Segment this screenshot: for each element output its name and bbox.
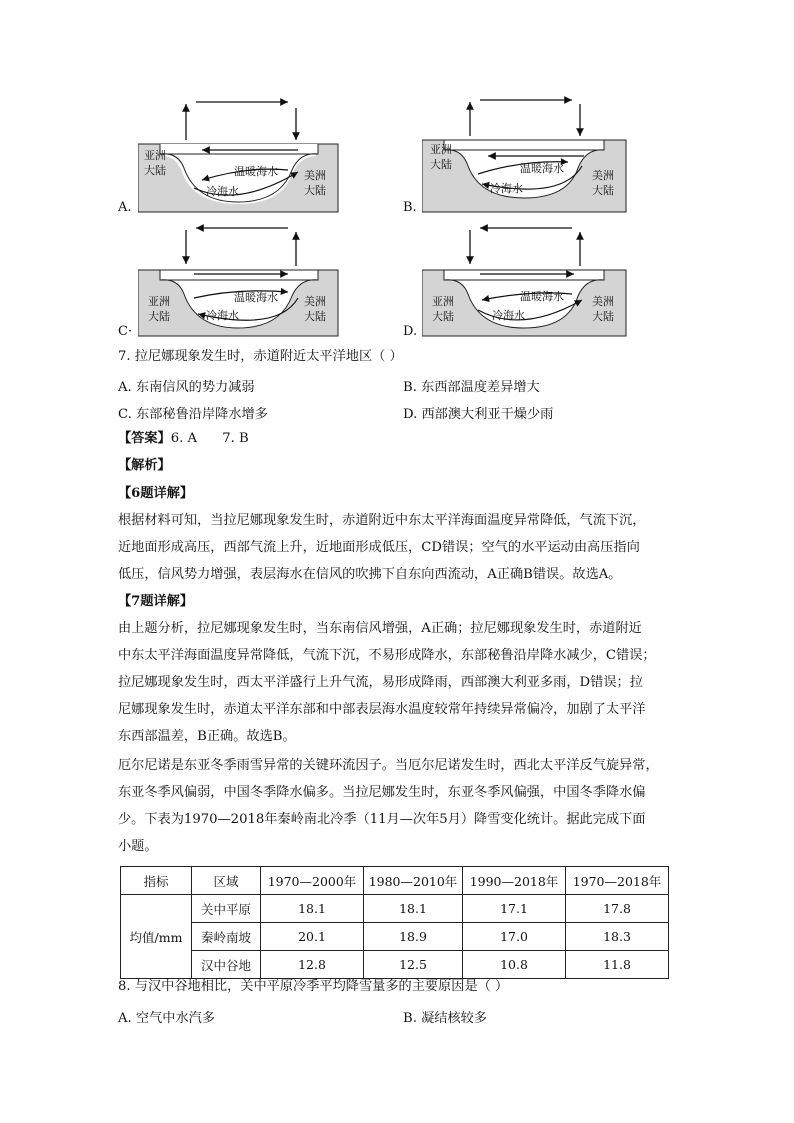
diagram-a-letter: A. bbox=[118, 200, 132, 215]
left-land-label: 亚洲 大陆 bbox=[430, 143, 452, 171]
value-cell: 17.0 bbox=[463, 923, 566, 951]
left-land-label: 亚洲 大陆 bbox=[148, 295, 170, 323]
q8-option-a: A. 空气中水汽多 bbox=[118, 1011, 216, 1026]
warm-water-label: 温暖海水 bbox=[520, 290, 564, 303]
analysis-tag: 【解析】 bbox=[118, 458, 171, 473]
region-cell: 秦岭南坡 bbox=[192, 923, 261, 951]
snowfall-table bbox=[120, 866, 669, 979]
material-line: 小题。 bbox=[118, 839, 158, 854]
diagram-c-letter: C· bbox=[118, 324, 133, 339]
diagram-c bbox=[138, 222, 340, 340]
material-line: 少。下表为1970—2018年秦岭南北冷季（11月—次年5月）降雪变化统计。据此完成下面 bbox=[118, 812, 646, 827]
q7-option-d: D. 西部澳大利亚干燥少雨 bbox=[403, 407, 554, 422]
value-cell: 12.8 bbox=[261, 951, 364, 979]
table-header-row bbox=[121, 867, 669, 895]
diagram-b bbox=[422, 96, 628, 216]
question-7-stem: 7. 拉尼娜现象发生时，赤道附近太平洋地区（ ） bbox=[118, 349, 403, 364]
q7-detail-line: 东西部温差，B正确。故选B。 bbox=[118, 729, 296, 744]
q6-detail-line: 近地面形成高压，西部气流上升，近地面形成低压，CD错误；空气的水平运动由高压指向 bbox=[118, 540, 640, 555]
region-cell: 汉中谷地 bbox=[192, 951, 261, 979]
value-cell: 18.1 bbox=[364, 895, 463, 923]
value-cell: 17.8 bbox=[566, 895, 669, 923]
q7-detail-line: 尼娜现象发生时，赤道太平洋东部和中部表层海水温度较常年持续异常偏冷，加剧了太平洋 bbox=[118, 702, 646, 717]
answer-tag: 【答案】 bbox=[118, 431, 171, 446]
right-land-label: 美洲 大陆 bbox=[592, 169, 614, 197]
diagram-d-letter: D. bbox=[403, 324, 418, 339]
warm-water-label: 温暖海水 bbox=[520, 162, 564, 175]
right-land-label: 美洲 大陆 bbox=[304, 169, 326, 197]
table-header-cell: 1970—2000年 bbox=[261, 867, 364, 895]
q7-detail-line: 由上题分析，拉尼娜现象发生时，当东南信风增强，A正确；拉尼娜现象发生时，赤道附近 bbox=[118, 621, 642, 636]
value-cell: 12.5 bbox=[364, 951, 463, 979]
right-land-label: 美洲 大陆 bbox=[304, 295, 326, 323]
table-header-cell: 区域 bbox=[192, 867, 261, 895]
table-header-cell: 1970—2018年 bbox=[566, 867, 669, 895]
cold-water-label: 冷海水 bbox=[206, 185, 239, 198]
cold-water-label: 冷海水 bbox=[490, 182, 523, 195]
left-land-label: 亚洲 大陆 bbox=[144, 149, 166, 177]
value-cell: 18.1 bbox=[261, 895, 364, 923]
table-row bbox=[121, 951, 669, 979]
cold-water-label: 冷海水 bbox=[492, 309, 525, 322]
table-header-cell: 指标 bbox=[121, 867, 192, 895]
left-land-label: 亚洲 大陆 bbox=[432, 295, 454, 323]
right-land-label: 美洲 大陆 bbox=[592, 295, 614, 323]
value-cell: 10.8 bbox=[463, 951, 566, 979]
row-label-cell: 均值/mm bbox=[121, 895, 192, 979]
table-header-cell: 1990—2018年 bbox=[463, 867, 566, 895]
q6-detail-line: 根据材料可知，当拉尼娜现象发生时，赤道附近中东太平洋海面温度异常降低，气流下沉， bbox=[118, 513, 646, 528]
q7-detail-tag: 【7题详解】 bbox=[118, 594, 194, 609]
material-line: 东亚冬季风偏弱，中国冬季降水偏多。当拉尼娜发生时，东亚冬季风偏强，中国冬季降水偏 bbox=[118, 785, 646, 800]
material-line: 厄尔尼诺是东亚冬季雨雪异常的关键环流因子。当厄尔尼诺发生时，西北太平洋反气旋异常， bbox=[118, 758, 659, 773]
q7-option-a: A. 东南信风的势力减弱 bbox=[118, 380, 255, 395]
diagram-a bbox=[138, 96, 340, 216]
warm-water-label: 温暖海水 bbox=[234, 165, 278, 178]
cold-water-label: 冷海水 bbox=[206, 309, 239, 322]
value-cell: 18.3 bbox=[566, 923, 669, 951]
q7-detail-line: 拉尼娜现象发生时，西太平洋盛行上升气流，易形成降雨，西部澳大利亚多雨，D错误；拉 bbox=[118, 675, 643, 690]
table-row bbox=[121, 895, 669, 923]
answer-text: 6. A 7. B bbox=[170, 431, 249, 446]
warm-water-label: 温暖海水 bbox=[234, 291, 278, 304]
q7-option-b: B. 东西部温度差异增大 bbox=[403, 380, 540, 395]
value-cell: 11.8 bbox=[566, 951, 669, 979]
q7-option-c: C. 东部秘鲁沿岸降水增多 bbox=[118, 407, 268, 422]
q7-detail-line: 中东太平洋海面温度异常降低，气流下沉，不易形成降水，东部秘鲁沿岸降水减少，C错误； bbox=[118, 648, 656, 663]
value-cell: 20.1 bbox=[261, 923, 364, 951]
diagram-d bbox=[422, 222, 628, 340]
value-cell: 17.1 bbox=[463, 895, 566, 923]
q8-option-b: B. 凝结核较多 bbox=[403, 1011, 488, 1026]
table-header-cell: 1980—2010年 bbox=[364, 867, 463, 895]
region-cell: 关中平原 bbox=[192, 895, 261, 923]
q6-detail-tag: 【6题详解】 bbox=[118, 486, 194, 501]
q6-detail-line: 低压，信风势力增强，表层海水在信风的吹拂下自东向西流动，A正确B错误。故选A。 bbox=[118, 567, 622, 582]
diagram-b-letter: B. bbox=[403, 200, 417, 215]
answer-line bbox=[118, 430, 249, 448]
question-8-stem: 8. 与汉中谷地相比，关中平原冷季平均降雪量多的主要原因是（ ） bbox=[118, 979, 509, 994]
table-row bbox=[121, 923, 669, 951]
value-cell: 18.9 bbox=[364, 923, 463, 951]
